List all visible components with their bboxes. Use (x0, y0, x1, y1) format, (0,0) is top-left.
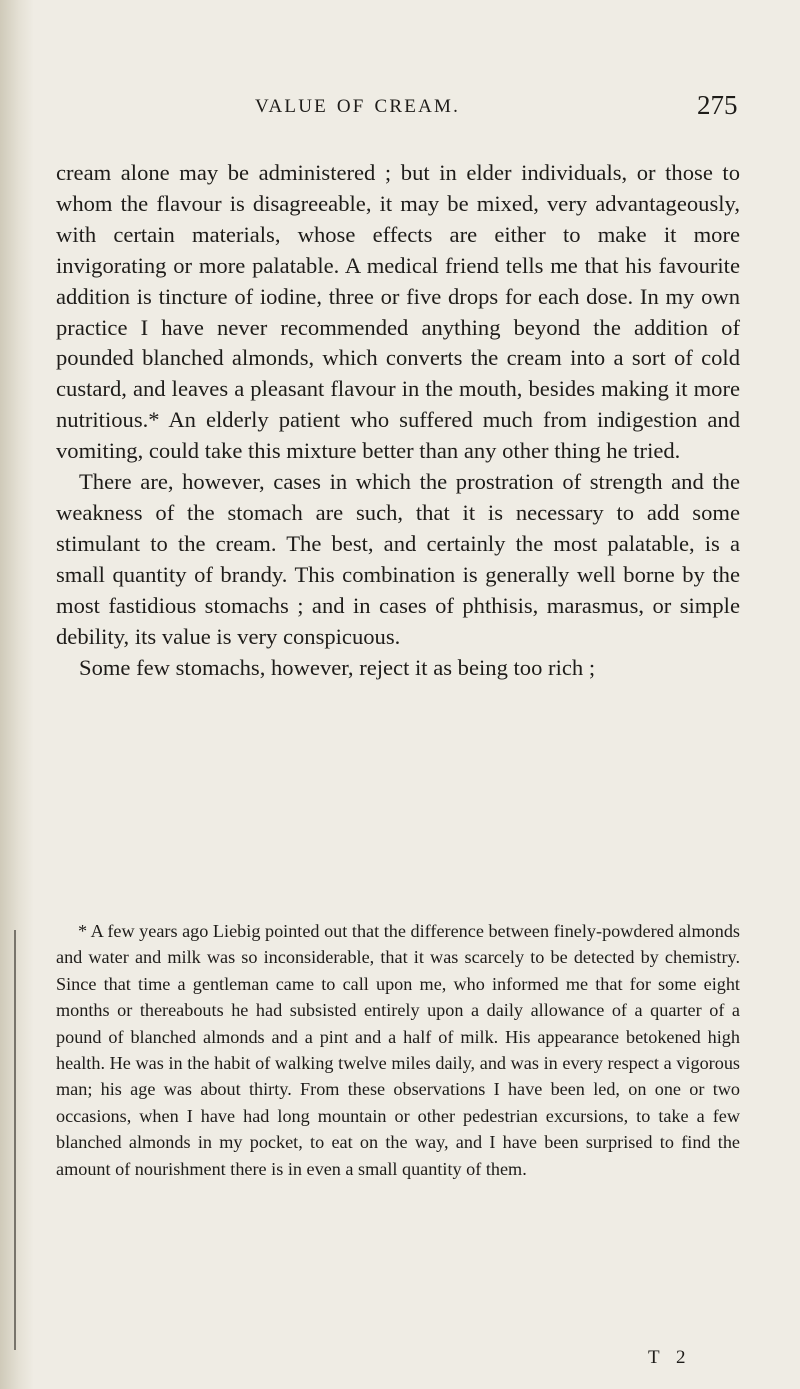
footnote-block (56, 918, 740, 1182)
page-number: 275 (697, 90, 738, 120)
binding-edge (14, 930, 16, 1350)
signature-mark: T 2 (648, 1347, 692, 1368)
paragraph: cream alone may be administered ; but in elder individuals, or those to whom the flavour is disagreeable, it may be mixed, very advantageously, with certain materials, whose effects are either to make it more invigorating or more palatable. A medical friend tells me that his favourite addition is tincture of iodine, three or five drops for each dose. In my own practice I have never recommended anything beyond the addition of pounded blanched almonds, which converts the cream into a sort of cold custard, and leaves a pleasant flavour in the mouth, besides making it more nutritious.* An elderly patient who suffered much from indigestion and vomiting, could take this mixture better than any other thing he tried. (56, 160, 740, 464)
running-title: VALUE OF CREAM. (255, 96, 461, 117)
footnote: * A few years ago Liebig pointed out that the difference between finely-powdered almonds and water and milk was so inconsiderable, that it was scarcely to be detected by chemistry. Since that time a gentleman came to call upon me, who informed me that for some eight months or thereabouts he had subsisted entirely upon a daily allowance of a quarter of a pound of blanched almonds and a pint and a half of milk. His appearance betokened high health. He was in the habit of walking twelve miles daily, and was in every respect a vigorous man; his age was about thirty. From these observations I have been led, on one or two occasions, when I have had long mountain or other pedestrian excursions, to take a few blanched almonds in my pocket, to eat on the way, and I have been surprised to find the amount of nourishment there is in even a small quantity of them. (56, 921, 740, 1179)
paragraph: Some few stomachs, however, reject it as being too rich ; (79, 654, 596, 680)
main-text (56, 158, 740, 683)
page-gutter-shadow (0, 0, 34, 1389)
paragraph: There are, however, cases in which the prostration of strength and the weakness of the stomach are such, that it is necessary to add some stimulant to the cream. The best, and certainly the most palatable, is a small quantity of brandy. This combination is generally well borne by the most fastidious stomachs ; and in cases of phthisis, marasmus, or simple debility, its value is very conspicuous. (56, 469, 740, 649)
page-header (0, 88, 800, 128)
